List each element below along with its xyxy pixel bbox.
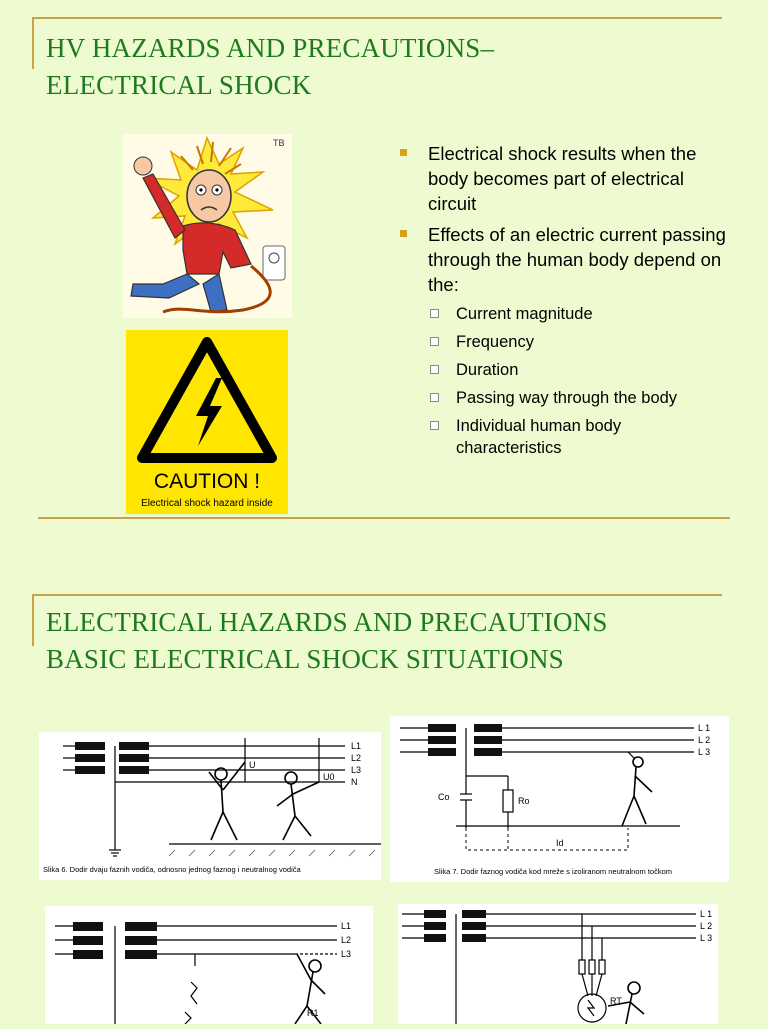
current-label: Id	[556, 838, 564, 848]
sub-bullet-item: Duration	[428, 359, 728, 381]
high-voltage-warning-icon	[126, 330, 288, 470]
title-side-rule	[32, 594, 34, 646]
circuit-diagram	[398, 904, 718, 1024]
figure-caption: Slika 6. Dodir dvaju faznih vodiča, odnosno jednog faznog i neutralnog vodiča	[43, 865, 301, 874]
sub-bullet-item: Current magnitude	[428, 303, 728, 325]
circuit-diagram	[39, 732, 381, 880]
slide-bottom-rule	[38, 517, 730, 519]
slide-title	[46, 604, 608, 678]
title-line-2: ELECTRICAL SHOCK	[46, 70, 312, 100]
caution-sign	[126, 330, 288, 514]
line-label: L3	[351, 765, 362, 775]
line-label: L 1	[700, 909, 713, 919]
circuit-diagram	[45, 906, 373, 1024]
line-label: L3	[341, 949, 352, 959]
resistor-label: Ro	[518, 796, 530, 806]
figure-caption: Slika 7. Dodir faznog vodiča kod mreže s izoliranom neutralnom točkom	[434, 867, 673, 876]
sub-bullet-item: Passing way through the body	[428, 387, 728, 409]
title-line-1: ELECTRICAL HAZARDS AND PRECAUTIONS	[46, 607, 608, 637]
line-label: N	[351, 777, 358, 787]
title-top-rule	[32, 594, 722, 596]
sub-bullet-item: Individual human body characteristics	[428, 415, 728, 459]
figure-two-conductor-contact	[39, 732, 381, 880]
circuit-diagram	[390, 716, 729, 882]
bullet-text: Effects of an electric current passing through the human body depend on the:	[428, 224, 726, 295]
figure-line-break-contact	[45, 906, 373, 1024]
title-side-rule	[32, 17, 34, 69]
line-label: L 3	[698, 747, 711, 757]
caution-subtext: Electrical shock hazard inside	[141, 498, 273, 509]
line-label: L 3	[700, 933, 713, 943]
line-label: L2	[351, 753, 362, 763]
line-label: L 2	[700, 921, 713, 931]
title-line-2: BASIC ELECTRICAL SHOCK SITUATIONS	[46, 644, 564, 674]
figure-isolated-neutral-contact	[390, 716, 729, 882]
shock-bullet-list	[398, 141, 728, 465]
factor-sub-list	[428, 303, 728, 459]
sub-bullet-item: Frequency	[428, 331, 728, 353]
capacitor-label: Co	[438, 792, 450, 802]
line-label: L2	[341, 935, 352, 945]
resistance-label: R1	[307, 1008, 319, 1018]
voltage-label: U0	[323, 772, 335, 782]
line-label: L1	[351, 741, 362, 751]
bullet-item	[398, 141, 728, 216]
line-label: L1	[341, 921, 352, 931]
artist-initials: TB	[273, 138, 285, 148]
line-label: L 1	[698, 723, 711, 733]
bullet-item	[398, 222, 728, 459]
shocked-person-illustration	[123, 134, 292, 318]
caution-heading: CAUTION !	[153, 470, 261, 493]
resistance-label: RT	[610, 996, 622, 1006]
figure-grounded-enclosure-contact	[398, 904, 718, 1024]
cartoon-graphic	[123, 134, 292, 318]
voltage-label: U	[249, 760, 256, 770]
slide-shock-situations	[0, 578, 768, 1024]
title-top-rule	[32, 17, 722, 19]
title-line-1: HV HAZARDS AND PRECAUTIONS–	[46, 33, 495, 63]
slide-title	[46, 30, 494, 104]
bullet-text: Electrical shock results when the body becomes part of electrical circuit	[428, 143, 697, 214]
line-label: L 2	[698, 735, 711, 745]
